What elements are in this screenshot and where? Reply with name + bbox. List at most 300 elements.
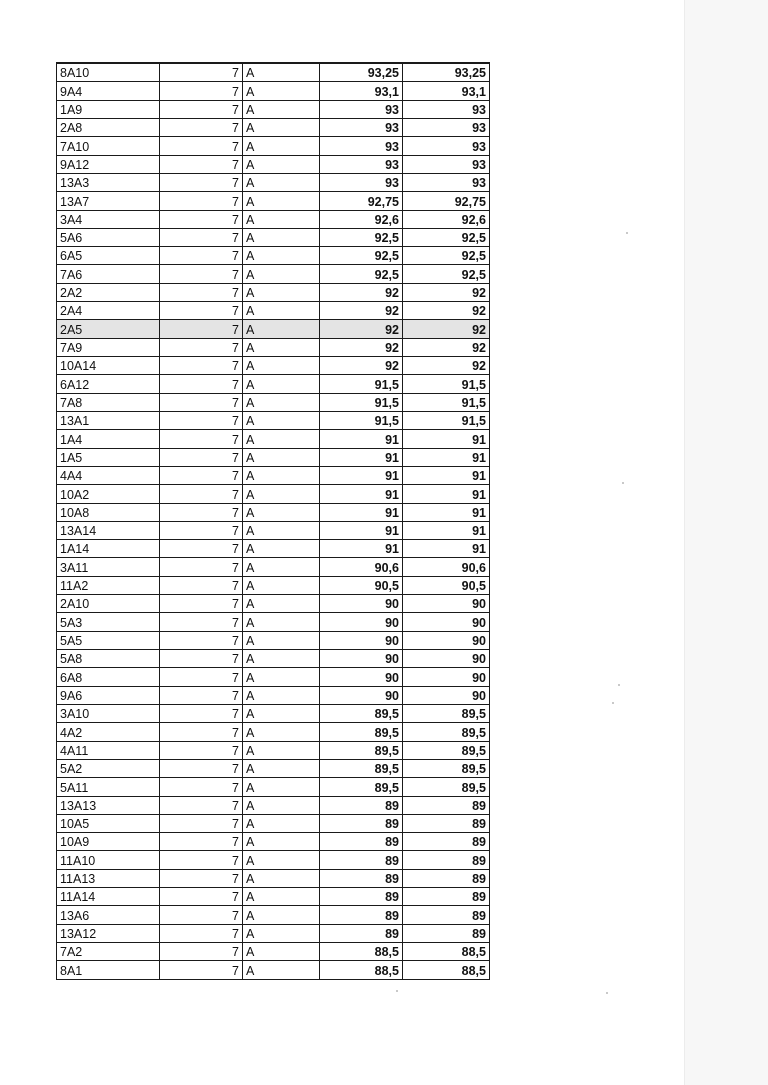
section-letter-cell: A [243,375,320,393]
scan-speck [396,990,398,992]
grade-cell: 7 [160,796,243,814]
grade-cell: 7 [160,503,243,521]
section-letter-cell: A [243,961,320,979]
section-letter-cell: A [243,485,320,503]
grade-cell: 7 [160,357,243,375]
grade-cell: 7 [160,155,243,173]
grade-cell: 7 [160,704,243,722]
section-letter-cell: A [243,759,320,777]
table-row [57,961,490,979]
grade-cell: 7 [160,778,243,796]
grade-cell: 7 [160,741,243,759]
section-letter-cell: A [243,576,320,594]
final-score-cell: 91 [403,540,490,558]
scan-speck [618,684,620,686]
student-code-cell: 3A4 [57,210,160,228]
table-row [57,265,490,283]
section-letter-cell: A [243,668,320,686]
table-row [57,210,490,228]
score-cell: 93 [320,173,403,191]
grade-cell: 7 [160,833,243,851]
score-cell: 92,5 [320,247,403,265]
table-row [57,796,490,814]
table-row [57,759,490,777]
results-table-body [57,63,490,979]
final-score-cell: 90,6 [403,558,490,576]
final-score-cell: 92,75 [403,192,490,210]
table-row [57,906,490,924]
score-cell: 92 [320,338,403,356]
section-letter-cell: A [243,338,320,356]
score-cell: 91 [320,466,403,484]
score-cell: 89,5 [320,723,403,741]
section-letter-cell: A [243,741,320,759]
section-letter-cell: A [243,82,320,100]
score-cell: 89 [320,814,403,832]
student-code-cell: 11A10 [57,851,160,869]
score-cell: 90 [320,686,403,704]
section-letter-cell: A [243,283,320,301]
grade-cell: 7 [160,540,243,558]
score-cell: 91,5 [320,411,403,429]
student-code-cell: 5A11 [57,778,160,796]
student-code-cell: 11A14 [57,888,160,906]
student-code-cell: 3A10 [57,704,160,722]
table-row [57,448,490,466]
scan-speck [626,232,628,234]
table-row [57,320,490,338]
score-cell: 89,5 [320,778,403,796]
score-cell: 90 [320,631,403,649]
final-score-cell: 89 [403,833,490,851]
student-code-cell: 2A8 [57,118,160,136]
scan-speck [606,992,608,994]
table-row [57,155,490,173]
final-score-cell: 92 [403,320,490,338]
grade-cell: 7 [160,961,243,979]
final-score-cell: 92 [403,302,490,320]
student-code-cell: 4A4 [57,466,160,484]
score-cell: 89 [320,796,403,814]
table-row [57,173,490,191]
results-table [56,62,490,980]
scan-speck [612,702,614,704]
student-code-cell: 10A2 [57,485,160,503]
final-score-cell: 93 [403,155,490,173]
grade-cell: 7 [160,283,243,301]
section-letter-cell: A [243,265,320,283]
table-row [57,82,490,100]
table-row [57,686,490,704]
table-row [57,833,490,851]
table-row [57,247,490,265]
section-letter-cell: A [243,155,320,173]
table-row [57,375,490,393]
final-score-cell: 91 [403,521,490,539]
final-score-cell: 89 [403,869,490,887]
grade-cell: 7 [160,210,243,228]
final-score-cell: 93 [403,100,490,118]
table-row [57,778,490,796]
table-row [57,595,490,613]
grade-cell: 7 [160,924,243,942]
grade-cell: 7 [160,82,243,100]
final-score-cell: 92,5 [403,247,490,265]
section-letter-cell: A [243,833,320,851]
score-cell: 93 [320,155,403,173]
table-row [57,485,490,503]
score-cell: 90,6 [320,558,403,576]
final-score-cell: 89,5 [403,778,490,796]
grade-cell: 7 [160,650,243,668]
final-score-cell: 92 [403,338,490,356]
grade-cell: 7 [160,247,243,265]
grade-cell: 7 [160,338,243,356]
score-cell: 89,5 [320,759,403,777]
grade-cell: 7 [160,595,243,613]
table-row [57,137,490,155]
section-letter-cell: A [243,704,320,722]
grade-cell: 7 [160,686,243,704]
table-row [57,430,490,448]
section-letter-cell: A [243,558,320,576]
table-row [57,723,490,741]
score-cell: 92,5 [320,265,403,283]
scan-speck [622,482,624,484]
table-row [57,631,490,649]
table-row [57,650,490,668]
student-code-cell: 7A9 [57,338,160,356]
table-row [57,741,490,759]
section-letter-cell: A [243,869,320,887]
section-letter-cell: A [243,192,320,210]
section-letter-cell: A [243,118,320,136]
student-code-cell: 10A14 [57,357,160,375]
grade-cell: 7 [160,320,243,338]
final-score-cell: 89 [403,906,490,924]
table-row [57,466,490,484]
score-cell: 92 [320,283,403,301]
score-cell: 93,1 [320,82,403,100]
section-letter-cell: A [243,466,320,484]
final-score-cell: 91 [403,466,490,484]
student-code-cell: 6A8 [57,668,160,686]
score-cell: 92 [320,320,403,338]
student-code-cell: 3A11 [57,558,160,576]
table-row [57,869,490,887]
student-code-cell: 11A13 [57,869,160,887]
score-cell: 91 [320,430,403,448]
section-letter-cell: A [243,430,320,448]
section-letter-cell: A [243,411,320,429]
grade-cell: 7 [160,448,243,466]
final-score-cell: 91 [403,485,490,503]
final-score-cell: 89 [403,888,490,906]
score-cell: 89,5 [320,704,403,722]
score-cell: 92 [320,302,403,320]
score-cell: 89 [320,833,403,851]
score-cell: 93 [320,100,403,118]
student-code-cell: 13A12 [57,924,160,942]
final-score-cell: 90 [403,613,490,631]
grade-cell: 7 [160,485,243,503]
table-row [57,503,490,521]
score-cell: 93 [320,118,403,136]
student-code-cell: 4A11 [57,741,160,759]
student-code-cell: 11A2 [57,576,160,594]
student-code-cell: 5A3 [57,613,160,631]
score-cell: 89,5 [320,741,403,759]
section-letter-cell: A [243,228,320,246]
final-score-cell: 89 [403,924,490,942]
final-score-cell: 90 [403,686,490,704]
grade-cell: 7 [160,869,243,887]
table-row [57,411,490,429]
grade-cell: 7 [160,851,243,869]
final-score-cell: 91,5 [403,393,490,411]
final-score-cell: 93 [403,137,490,155]
table-row [57,888,490,906]
section-letter-cell: A [243,631,320,649]
student-code-cell: 2A5 [57,320,160,338]
student-code-cell: 13A1 [57,411,160,429]
table-row [57,943,490,961]
student-code-cell: 1A14 [57,540,160,558]
student-code-cell: 13A3 [57,173,160,191]
final-score-cell: 89 [403,851,490,869]
final-score-cell: 89,5 [403,759,490,777]
student-code-cell: 7A2 [57,943,160,961]
final-score-cell: 93,25 [403,63,490,82]
score-cell: 91,5 [320,375,403,393]
score-cell: 91 [320,503,403,521]
section-letter-cell: A [243,723,320,741]
final-score-cell: 92 [403,283,490,301]
student-code-cell: 7A10 [57,137,160,155]
final-score-cell: 91 [403,448,490,466]
table-row [57,540,490,558]
section-letter-cell: A [243,613,320,631]
final-score-cell: 93 [403,118,490,136]
student-code-cell: 9A12 [57,155,160,173]
score-cell: 90 [320,613,403,631]
score-cell: 90 [320,595,403,613]
table-row [57,228,490,246]
grade-cell: 7 [160,228,243,246]
final-score-cell: 90 [403,668,490,686]
section-letter-cell: A [243,521,320,539]
final-score-cell: 89,5 [403,741,490,759]
student-code-cell: 5A2 [57,759,160,777]
table-row [57,576,490,594]
scan-margin-strip [684,0,768,1085]
section-letter-cell: A [243,650,320,668]
section-letter-cell: A [243,448,320,466]
grade-cell: 7 [160,521,243,539]
student-code-cell: 7A8 [57,393,160,411]
table-row [57,118,490,136]
student-code-cell: 6A5 [57,247,160,265]
final-score-cell: 88,5 [403,943,490,961]
section-letter-cell: A [243,173,320,191]
grade-cell: 7 [160,576,243,594]
table-row [57,613,490,631]
table-row [57,851,490,869]
table-row [57,704,490,722]
grade-cell: 7 [160,393,243,411]
section-letter-cell: A [243,595,320,613]
final-score-cell: 89 [403,796,490,814]
grade-cell: 7 [160,375,243,393]
score-cell: 92 [320,357,403,375]
student-code-cell: 1A9 [57,100,160,118]
grade-cell: 7 [160,265,243,283]
final-score-cell: 93,1 [403,82,490,100]
score-cell: 93 [320,137,403,155]
section-letter-cell: A [243,503,320,521]
student-code-cell: 7A6 [57,265,160,283]
final-score-cell: 89 [403,814,490,832]
student-code-cell: 13A6 [57,906,160,924]
section-letter-cell: A [243,943,320,961]
grade-cell: 7 [160,430,243,448]
student-code-cell: 9A4 [57,82,160,100]
grade-cell: 7 [160,613,243,631]
student-code-cell: 8A10 [57,63,160,82]
score-cell: 89 [320,906,403,924]
final-score-cell: 89,5 [403,704,490,722]
student-code-cell: 1A4 [57,430,160,448]
student-code-cell: 10A9 [57,833,160,851]
grade-cell: 7 [160,668,243,686]
grade-cell: 7 [160,192,243,210]
section-letter-cell: A [243,906,320,924]
score-cell: 91 [320,448,403,466]
section-letter-cell: A [243,796,320,814]
student-code-cell: 13A14 [57,521,160,539]
section-letter-cell: A [243,814,320,832]
table-row [57,814,490,832]
section-letter-cell: A [243,540,320,558]
score-cell: 93,25 [320,63,403,82]
grade-cell: 7 [160,723,243,741]
score-cell: 92,75 [320,192,403,210]
score-cell: 90,5 [320,576,403,594]
final-score-cell: 91,5 [403,375,490,393]
student-code-cell: 2A2 [57,283,160,301]
score-cell: 91 [320,540,403,558]
student-code-cell: 5A8 [57,650,160,668]
score-cell: 89 [320,924,403,942]
section-letter-cell: A [243,393,320,411]
section-letter-cell: A [243,320,320,338]
student-code-cell: 2A4 [57,302,160,320]
section-letter-cell: A [243,924,320,942]
score-cell: 89 [320,851,403,869]
section-letter-cell: A [243,210,320,228]
student-code-cell: 5A6 [57,228,160,246]
table-row [57,302,490,320]
grade-cell: 7 [160,943,243,961]
section-letter-cell: A [243,63,320,82]
section-letter-cell: A [243,778,320,796]
final-score-cell: 92,6 [403,210,490,228]
score-cell: 89 [320,869,403,887]
grade-cell: 7 [160,411,243,429]
final-score-cell: 89,5 [403,723,490,741]
student-code-cell: 8A1 [57,961,160,979]
final-score-cell: 91 [403,430,490,448]
final-score-cell: 88,5 [403,961,490,979]
score-cell: 90 [320,668,403,686]
section-letter-cell: A [243,357,320,375]
table-row [57,100,490,118]
final-score-cell: 93 [403,173,490,191]
table-row [57,357,490,375]
grade-cell: 7 [160,631,243,649]
final-score-cell: 90 [403,631,490,649]
final-score-cell: 91 [403,503,490,521]
student-code-cell: 13A13 [57,796,160,814]
score-cell: 90 [320,650,403,668]
table-row [57,338,490,356]
grade-cell: 7 [160,302,243,320]
section-letter-cell: A [243,247,320,265]
student-code-cell: 10A8 [57,503,160,521]
section-letter-cell: A [243,686,320,704]
final-score-cell: 91,5 [403,411,490,429]
grade-cell: 7 [160,118,243,136]
table-row [57,924,490,942]
section-letter-cell: A [243,302,320,320]
final-score-cell: 90,5 [403,576,490,594]
table-row [57,521,490,539]
score-cell: 91 [320,485,403,503]
final-score-cell: 90 [403,650,490,668]
section-letter-cell: A [243,137,320,155]
section-letter-cell: A [243,851,320,869]
grade-cell: 7 [160,906,243,924]
student-code-cell: 4A2 [57,723,160,741]
grade-cell: 7 [160,100,243,118]
grade-cell: 7 [160,466,243,484]
student-code-cell: 1A5 [57,448,160,466]
final-score-cell: 90 [403,595,490,613]
student-code-cell: 6A12 [57,375,160,393]
grade-cell: 7 [160,173,243,191]
score-cell: 92,6 [320,210,403,228]
section-letter-cell: A [243,100,320,118]
grade-cell: 7 [160,137,243,155]
student-code-cell: 10A5 [57,814,160,832]
table-row [57,63,490,82]
final-score-cell: 92,5 [403,228,490,246]
table-row [57,283,490,301]
student-code-cell: 13A7 [57,192,160,210]
grade-cell: 7 [160,814,243,832]
table-row [57,668,490,686]
section-letter-cell: A [243,888,320,906]
score-cell: 91,5 [320,393,403,411]
table-row [57,558,490,576]
score-cell: 91 [320,521,403,539]
score-cell: 88,5 [320,943,403,961]
student-code-cell: 9A6 [57,686,160,704]
grade-cell: 7 [160,759,243,777]
student-code-cell: 2A10 [57,595,160,613]
grade-cell: 7 [160,63,243,82]
final-score-cell: 92 [403,357,490,375]
